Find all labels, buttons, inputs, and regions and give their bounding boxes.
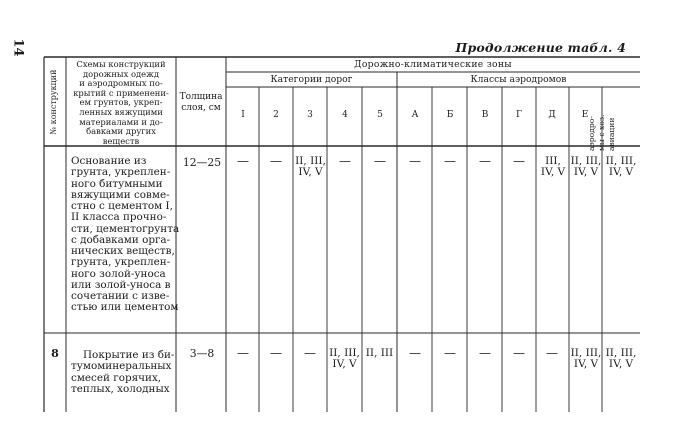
- row1-airfield-d-line: III,: [545, 155, 561, 167]
- row1-aviation: [603, 156, 639, 178]
- page-number: 14: [10, 38, 26, 57]
- row1-road-2: —: [270, 154, 282, 168]
- row2-airfield-b: —: [444, 346, 456, 360]
- header-aviation-line: мы с хоз.: [597, 114, 606, 151]
- header-thickness-line: Толщина: [179, 92, 223, 102]
- row1-description-line: сти, цементогрунта: [71, 222, 180, 235]
- row1-thickness: 12—25: [182, 156, 222, 169]
- row1-description-line: стью или цементом: [71, 301, 179, 314]
- row1-road-5: —: [374, 154, 386, 168]
- row2-aviation: [603, 348, 639, 370]
- row1-description-line: вяжущими совме-: [71, 188, 170, 201]
- table-continuation-title: Продолжение табл. 4: [455, 40, 626, 55]
- row1-road-3-line: II, III,: [295, 155, 326, 167]
- header-thickness: [178, 92, 224, 113]
- row2-road-4-line: IV, V: [332, 358, 357, 370]
- header-airfield-col-g: Г: [516, 110, 522, 120]
- row1-description-line: Основание из: [71, 155, 147, 167]
- row1-description-line: II класса прочно-: [71, 211, 167, 224]
- row2-road-4: [327, 348, 362, 370]
- row1-description-line: с добавками орга-: [71, 233, 171, 246]
- row1-description-line: ного золой-уноса: [71, 267, 166, 280]
- row2-description-line: Покрытие из би-: [83, 349, 175, 361]
- row2-road-3: —: [304, 346, 316, 360]
- row2-airfield-e-line: IV, V: [573, 358, 599, 370]
- header-road-categories: Категории дорог: [270, 74, 353, 85]
- header-airfield-col-e: Е: [581, 110, 589, 120]
- row1-airfield-d: [536, 156, 570, 178]
- row2-airfield-e-line: II, III,: [570, 347, 602, 359]
- header-airfield-col-v: В: [481, 110, 489, 120]
- row2-airfield-a: —: [409, 346, 421, 360]
- row2-road-5: II, III: [365, 347, 394, 359]
- row1-airfield-e: [569, 156, 603, 178]
- row2-airfield-v: —: [479, 346, 491, 360]
- row1-road-3: [293, 156, 328, 178]
- row2-road-2: —: [270, 346, 282, 360]
- header-schemes-line: веществ: [102, 135, 140, 146]
- row2-aviation-line: IV, V: [608, 358, 634, 370]
- header-aviation-line: аэродро-: [587, 116, 596, 151]
- header-construction-number: № конструкций: [49, 69, 58, 135]
- header-airfield-col-d: Д: [548, 110, 556, 120]
- header-schemes: [68, 60, 174, 146]
- header-road-col-1: I: [241, 110, 245, 120]
- row1-road-1: —: [237, 154, 249, 168]
- header-thickness-line: слоя, см: [181, 102, 221, 113]
- header-airfield-col-a: А: [411, 110, 419, 120]
- header-schemes-line: и аэродромных по-: [79, 78, 163, 89]
- row1-airfield-a: —: [409, 154, 421, 168]
- row2-description: [71, 350, 175, 395]
- row2-description-line: теплых, холодных: [71, 382, 170, 395]
- row1-description-line: грунта, укреплен-: [71, 256, 171, 269]
- row2-description-line: тумоминеральных: [71, 360, 172, 373]
- row2-airfield-e: [569, 348, 603, 370]
- header-road-col-3: 3: [307, 110, 313, 120]
- header-aviation-airfields: [587, 95, 621, 151]
- header-aviation-line: авиации: [607, 117, 616, 151]
- header-road-col-2: 2: [273, 110, 279, 120]
- header-schemes-line: ленных вяжущими: [79, 106, 163, 117]
- header-schemes-line: бавками других: [86, 126, 156, 137]
- row2-road-4-line: II, III,: [329, 347, 360, 359]
- row1-description: [71, 155, 180, 314]
- header-schemes-line: Схемы конструкций: [76, 59, 166, 69]
- row1-road-4: —: [339, 154, 351, 168]
- row1-airfield-v: —: [479, 154, 491, 168]
- row2-road-1: —: [237, 346, 249, 360]
- row2-airfield-d: —: [546, 346, 558, 360]
- row1-airfield-e-line: II, III,: [570, 155, 602, 167]
- row1-description-line: грунта, укреплен-: [71, 166, 171, 179]
- row1-airfield-d-line: IV, V: [540, 166, 566, 178]
- header-road-col-5: 5: [377, 110, 383, 120]
- row1-description-line: или золой-уноса в: [71, 278, 171, 291]
- header-schemes-line: ем грунтов, укреп-: [79, 97, 163, 108]
- row1-description-line: нических веществ,: [71, 245, 175, 257]
- row1-aviation-line: II, III,: [605, 156, 637, 167]
- row2-airfield-g: —: [513, 346, 525, 360]
- header-schemes-line: материалами и до-: [79, 116, 163, 127]
- row2-construction-number: 8: [51, 347, 59, 360]
- header-road-col-4: 4: [342, 110, 348, 120]
- header-airfield-classes: Классы аэродромов: [470, 74, 567, 85]
- row1-airfield-e-line: IV, V: [573, 166, 599, 178]
- header-airfield-col-b: Б: [446, 110, 454, 120]
- row1-airfield-g: —: [513, 154, 525, 168]
- row2-thickness: 3—8: [189, 347, 215, 360]
- row1-description-line: ного битумными: [71, 177, 163, 190]
- row2-description-line: смесей горячих,: [71, 371, 162, 384]
- row1-aviation-line: IV, V: [608, 166, 634, 178]
- header-climatic-zones: Дорожно-климатические зоны: [354, 59, 512, 70]
- row1-road-3-line: IV, V: [298, 166, 323, 178]
- row2-aviation-line: II, III,: [605, 348, 637, 359]
- row1-description-line: стно с цементом I,: [71, 200, 173, 212]
- row1-airfield-b: —: [444, 154, 456, 168]
- header-schemes-line: дорожных одежд: [83, 68, 159, 79]
- row1-description-line: сочетании с изве-: [71, 290, 170, 302]
- header-schemes-line: крытий с применени-: [73, 87, 169, 98]
